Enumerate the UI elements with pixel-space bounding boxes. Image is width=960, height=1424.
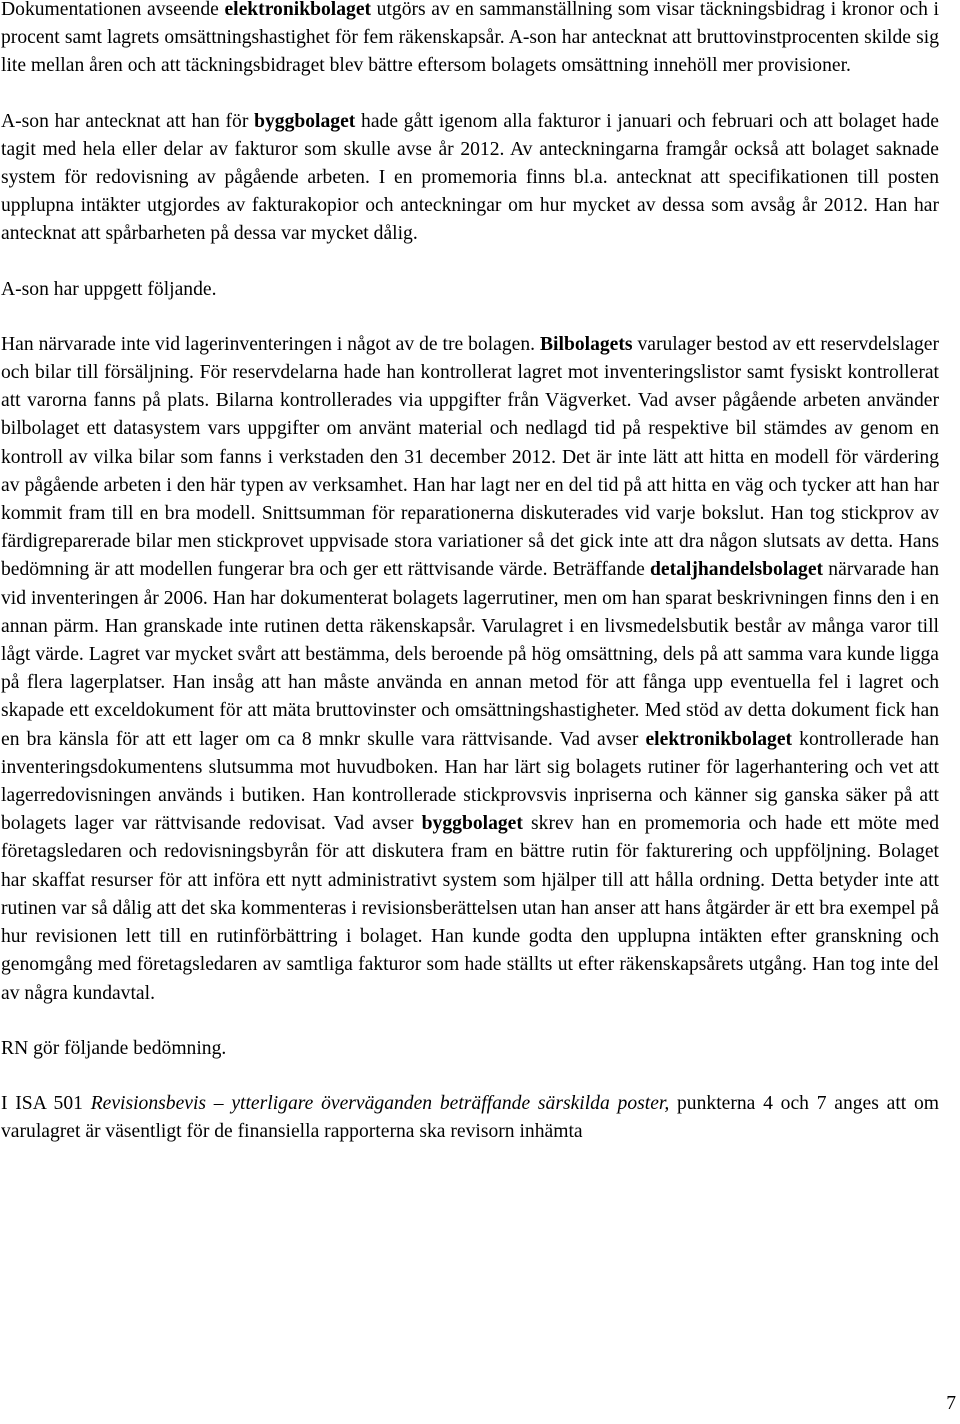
paragraph-isa-501: [1, 1090, 939, 1146]
paragraph-elektronikbolaget-documentation: [1, 0, 939, 81]
bold-company-name: elektronikbolaget: [645, 728, 793, 750]
text-run: A-son har antecknat att han för: [1, 110, 255, 132]
text-run: kontrollerade han inventeringsdokumentens slutsumma mot huvudboken. Han har lärt sig bolagets rutiner för lagerhantering och vet att lagerredovisningen används i butiken. Han kontrollerade stickprovsvis inpriserna och känner sig ganska säker på att bolagets lager var rättvisande redovisat. Vad avser: [1, 728, 939, 835]
bold-company-name: elektronikbolaget: [224, 0, 372, 20]
text-run: varulager bestod av ett reservdelslager och bilar till försäljning. För reservdelarna hade han kontrollerat lagret mot inventeringslistor samt fysiskt kontrollerat att varorna fanns på plats. Bilarna kontrollerades via uppgifter från Vägverket. Vad avser pågående arbeten använder bilbolaget ett datasystem vars uppgifter om använt material och nedlagd tid på respektive bil stämdes av genom en kontroll av vilka bilar som fanns i verkstaden den 31 december 2012. Det är inte lätt att hitta en modell för värdering av pågående arbeten i den här typen av verksamhet. Han har lagt ner en del tid på att hitta en väg och tycker att han har kommit fram till en bra modell. Snittsumman för reparationerna diskuterades vid varje bokslut. Han tog stickprov av färdigreparerade bilar men stickprovet uppvisade stora variationer så det gick inte att dra någon slutsats av detta. Hans bedömning är att modellen fungerar bra och ger ett rättvisande värde. Beträffande: [1, 333, 939, 581]
text-run: utgörs av en sammanställning som visar täckningsbidrag i kronor och i procent samt lagrets omsättningshastighet för fem räkenskapsår. A-son har antecknat att bruttovinstprocenten skilde sig lite mellan åren och att täckningsbidraget blev bättre eftersom bolagets omsättning innehöll mer provisioner.: [1, 0, 939, 77]
bold-company-name: detaljhandelsbolaget: [649, 559, 824, 581]
paragraph-rn-assessment-intro: RN gör följande bedömning.: [1, 1037, 227, 1059]
page-number: 7: [946, 1393, 956, 1414]
paragraph-byggbolaget-notes: [1, 108, 939, 249]
text-run: närvarade han vid inventeringen år 2006. Han har dokumenterat bolagets lagerrutiner, men om han sparat beskrivningen finns den i en annan pärm. Han granskade inte rutinen detta räkenskapsår. Varulagret i en livsmedelsbutik består av många varor till lågt värde. Lagret var mycket svårt att bestämma, dels beroende på hög omsättning, dels på att samma vara kunde ligga på flera lagerplatser. Han insåg att han måste använda en annan metod för att fånga upp eventuella fel i lagret och skapade ett exceldokument för att mäta bruttovinster och omsättningshastigheter. Med stöd av detta dokument fick han en bra känsla för att ett lager om ca 8 mnkr skulle vara rättvisande. Vad avser: [1, 559, 939, 750]
paragraph-a-son-statement: [1, 331, 939, 1008]
text-run: Dokumentationen avseende: [1, 0, 225, 20]
text-run: I ISA 501: [1, 1092, 91, 1114]
paragraph-a-son-statement-intro: A-son har uppgett följande.: [1, 278, 217, 300]
text-run: hade gått igenom alla fakturor i januari och februari och att bolaget hade tagit med hela eller delar av fakturor som skulle avse år 2012. Av anteckningarna framgår också att bolaget saknade system för redovisning av pågående arbeten. I en promemoria finns bl.a. antecknat att specifikationen till posten upplupna intäkter utgjordes av fakturakopior och anteckningar om hur mycket av dessa som avsåg år 2012. Han har antecknat att spårbarheten på dessa var mycket dålig.: [1, 110, 939, 245]
text-run: skrev han en promemoria och hade ett möte med företagsledaren och redovisningsbyrån för att diskutera fram en bättre rutin för fakturering och uppföljning. Bolaget har skaffat resurser för att införa ett nytt administrativt system som hjälper till att hålla ordning. Detta betyder inte att rutinen var så dålig att det ska kommenteras i revisionsberättelsen utan han anser att hans åtgärder är ett bra exempel på hur revisionen lett till en rutinförbättring i bolaget. Han kunde godta den upplupna intäkten efter granskning och genomgång med företagsledaren av samtliga fakturor som hade ställts ut efter räkenskapsårets utgång. Han tog inte del av några kundavtal.: [1, 813, 939, 1004]
bold-company-name: byggbolaget: [421, 813, 523, 835]
italic-standard-title: Revisionsbevis – ytterligare överväganden beträffande särskilda poster,: [90, 1092, 670, 1114]
bold-company-name: Bilbolagets: [539, 333, 633, 355]
text-run: Han närvarade inte vid lagerinventeringen i något av de tre bolagen.: [1, 333, 540, 355]
text-run: punkterna 4 och 7 anges att om varulagret är väsentligt för de finansiella rapporterna ska revisorn inhämta: [1, 1092, 940, 1143]
bold-company-name: byggbolaget: [254, 110, 356, 132]
